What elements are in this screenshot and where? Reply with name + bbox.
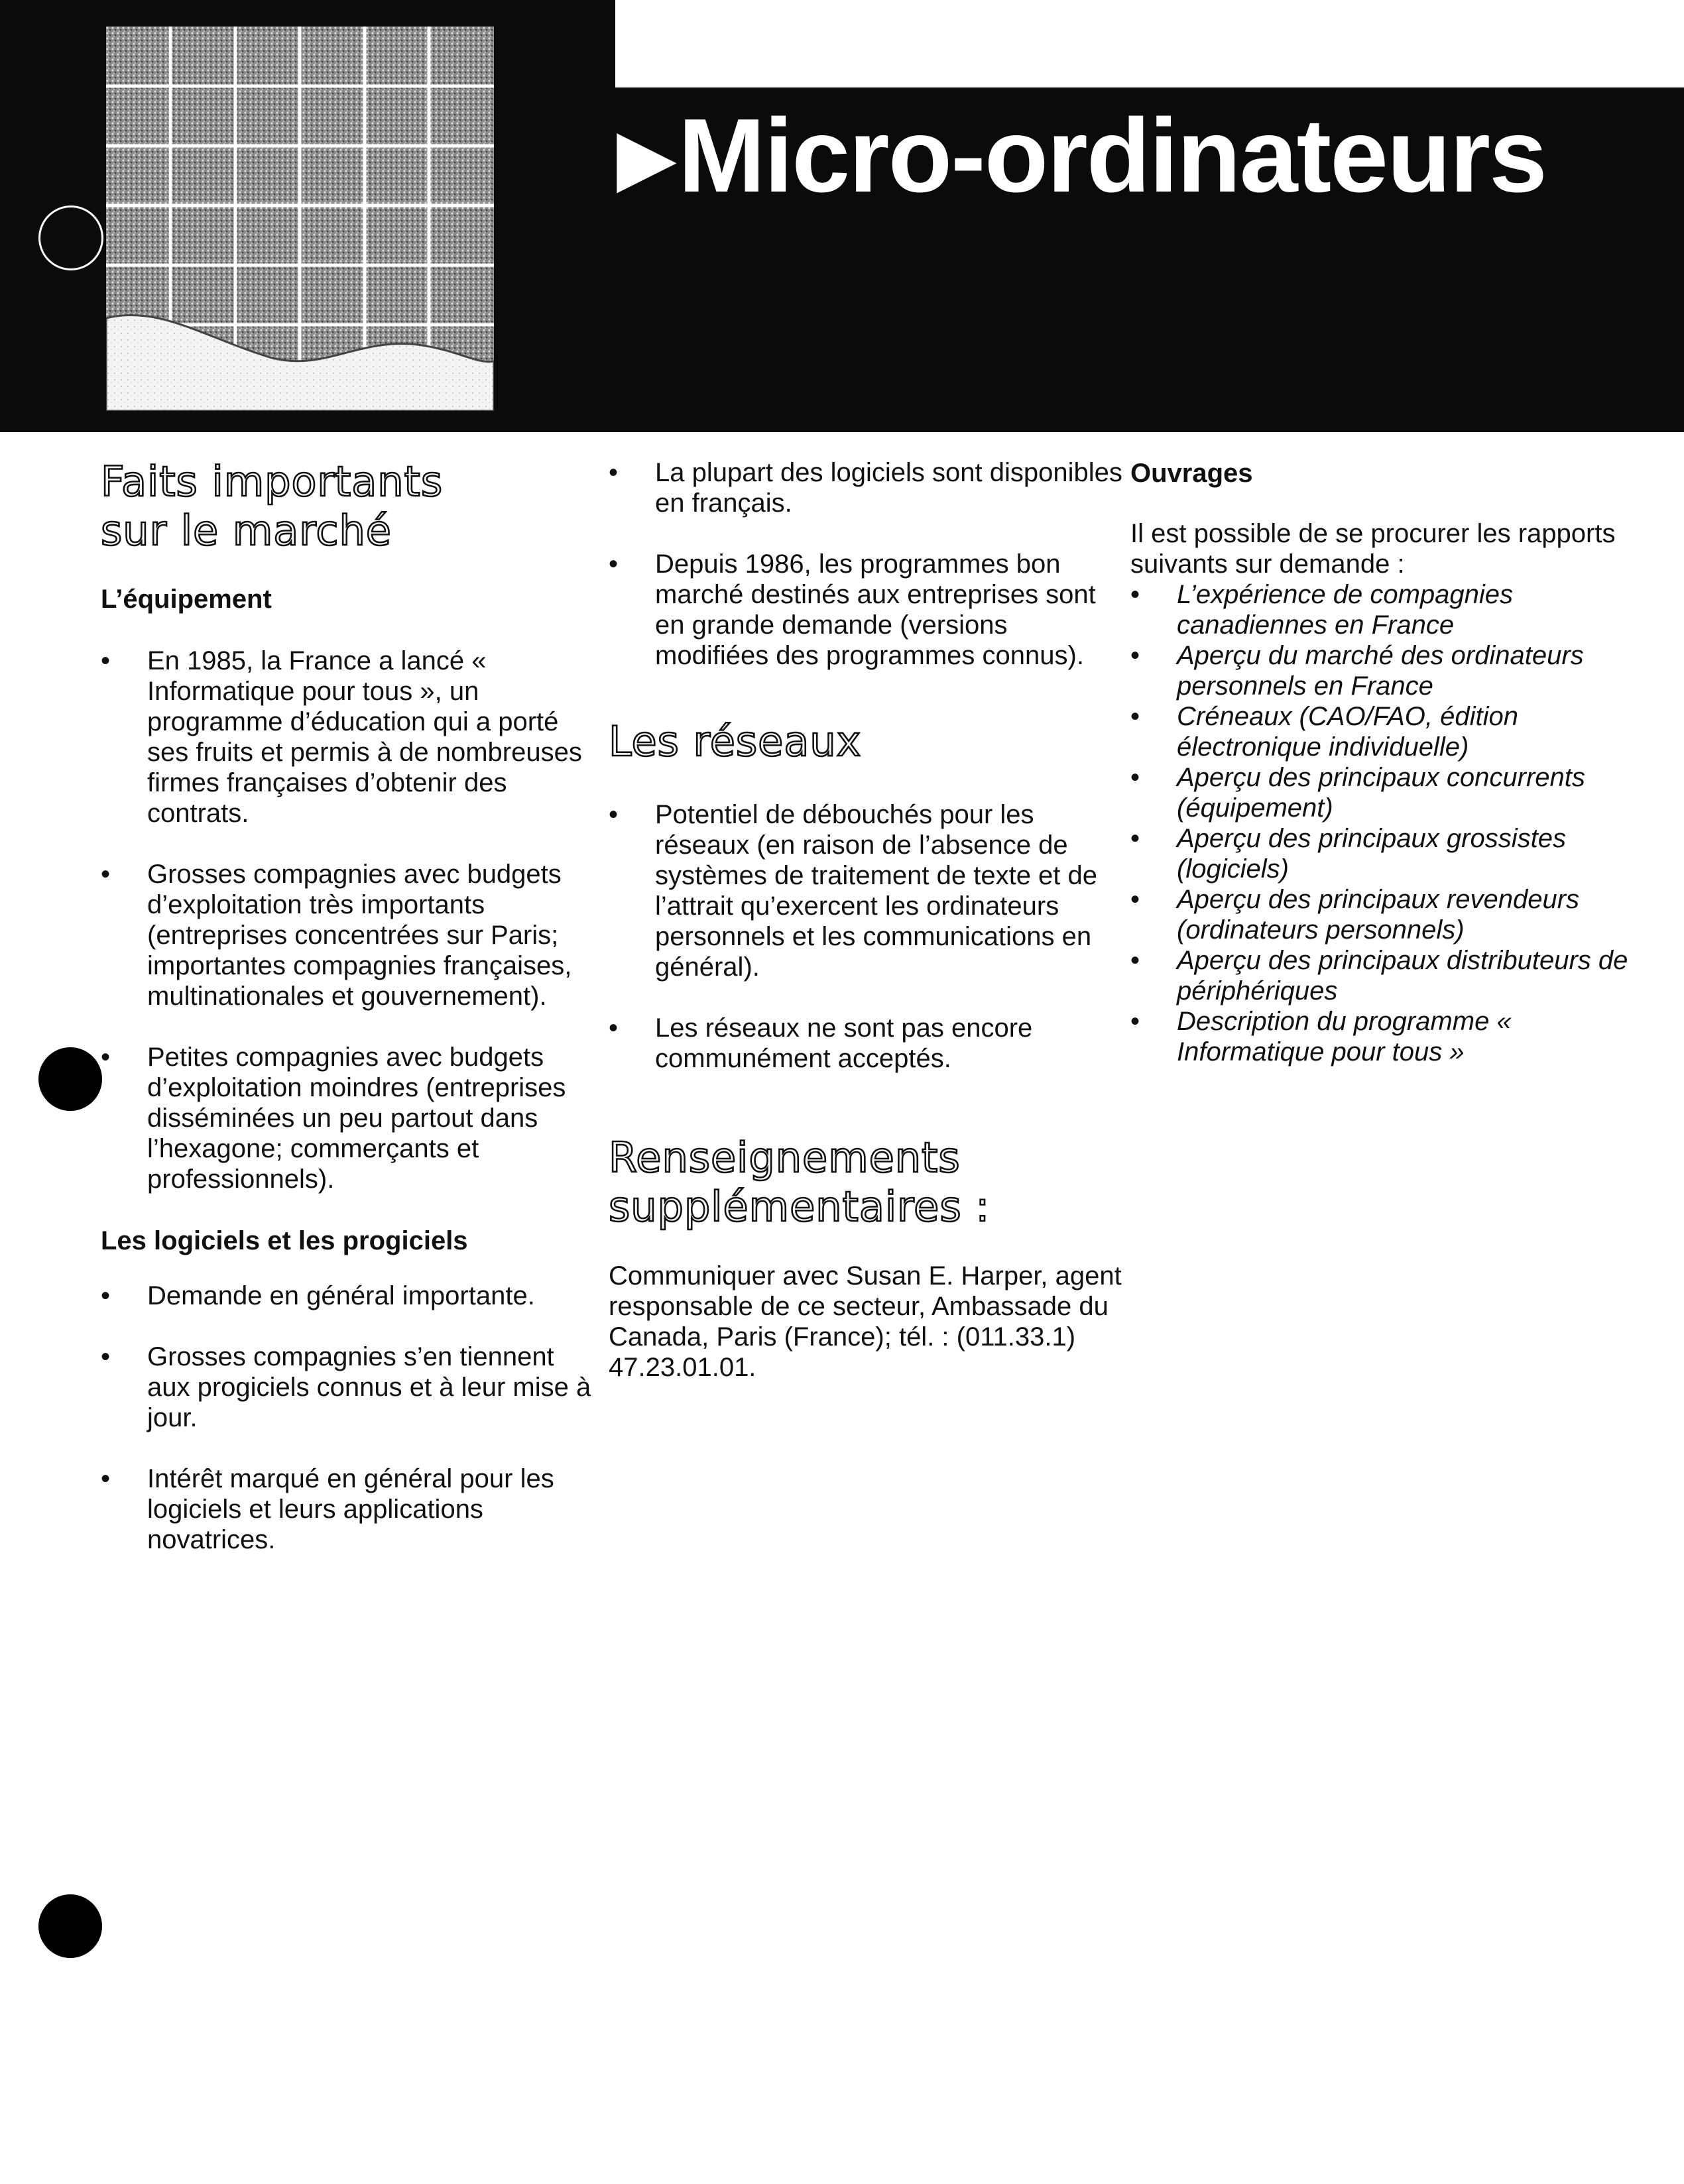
list-item xyxy=(609,457,1126,518)
software-availability-list xyxy=(609,457,1126,671)
subheading-publications: Ouvrages xyxy=(1130,459,1253,488)
list-item xyxy=(101,859,591,1011)
list-item-text: Les réseaux ne sont pas encore communément acceptés. xyxy=(655,1013,1033,1073)
bullet-icon: • xyxy=(101,860,111,889)
section-heading-more-info xyxy=(609,1133,1126,1232)
bullet-icon: • xyxy=(1130,763,1140,792)
subheading-software: Les logiciels et les progiciels xyxy=(101,1226,468,1255)
list-item-text: Grosses compagnies s’en tiennent aux progiciels connus et à leur mise à jour. xyxy=(147,1342,591,1432)
heading-line: Faits importants xyxy=(101,457,444,506)
list-item-text: Demande en général importante. xyxy=(147,1281,535,1310)
bullet-icon: • xyxy=(1130,702,1140,731)
list-item xyxy=(101,1281,591,1311)
list-item-text: Description du programme « Informatique pour tous » xyxy=(1177,1007,1512,1066)
list-item-text: Potentiel de débouchés pour les réseaux (en raison de l’absence de systèmes de traitement de texte et de l’attrait qu’exercent les ordinateurs personnels et les communications en général). xyxy=(655,800,1098,982)
column-market-facts xyxy=(101,457,591,1585)
bullet-icon: • xyxy=(1130,885,1140,914)
list-item-text: Aperçu du marché des ordinateurs personnels en France xyxy=(1177,641,1584,701)
page-title xyxy=(617,99,1546,213)
heading-line: sur le marché xyxy=(101,506,392,555)
page-title-text: Micro-ordinateurs xyxy=(678,97,1546,214)
section-heading-market-facts xyxy=(101,457,591,555)
list-item xyxy=(1130,579,1634,640)
list-item-text: Aperçu des principaux concurrents (équipement) xyxy=(1177,763,1585,823)
bullet-icon: • xyxy=(101,646,111,675)
list-item-text: Aperçu des principaux distributeurs de périphériques xyxy=(1177,946,1628,1006)
list-item-text: Créneaux (CAO/FAO, édition électronique individuelle) xyxy=(1177,702,1519,762)
punch-hole xyxy=(38,1047,102,1111)
bullet-icon: • xyxy=(101,1043,111,1072)
list-item xyxy=(101,1342,591,1433)
heading-line: Renseignements xyxy=(609,1133,961,1182)
list-item-text: L’expérience de compagnies canadiennes en France xyxy=(1177,580,1514,640)
list-item xyxy=(101,1464,591,1555)
list-item xyxy=(609,549,1126,671)
subheading-equipment: L’équipement xyxy=(101,585,272,614)
list-item-text: En 1985, la France a lancé « Informatique pour tous », un programme d’éducation qui a porté ses fruits et permis à de nombreuses firmes françaises d’obtenir des contrats. xyxy=(147,646,582,828)
list-item xyxy=(1130,701,1634,762)
list-item-text: Petites compagnies avec budgets d’exploitation moindres (entreprises disséminées un peu partout dans l’hexagone; commerçants et professionnels). xyxy=(147,1043,566,1194)
list-item xyxy=(1130,762,1634,823)
bullet-icon: • xyxy=(101,1281,111,1310)
list-item xyxy=(1130,823,1634,884)
publications-intro: Il est possible de se procurer les rapports suivants sur demande : xyxy=(1130,519,1616,579)
bullet-icon: • xyxy=(101,1342,111,1371)
list-item xyxy=(1130,640,1634,701)
bullet-icon: • xyxy=(1130,580,1140,609)
bullet-icon: • xyxy=(1130,1007,1140,1036)
bullet-icon: • xyxy=(1130,641,1140,670)
list-item xyxy=(1130,1006,1634,1067)
list-item xyxy=(1130,884,1634,945)
contact-paragraph: Communiquer avec Susan E. Harper, agent responsable de ce secteur, Ambassade du Canada, Paris (France); tél. : (011.33.1) 47.23.01.01. xyxy=(609,1261,1122,1382)
list-item xyxy=(101,1042,591,1194)
list-item-text: Aperçu des principaux grossistes (logiciels) xyxy=(1177,824,1566,884)
bullet-icon: • xyxy=(609,549,619,579)
list-item xyxy=(1130,945,1634,1006)
reports-list xyxy=(1130,579,1634,1067)
grid-illustration xyxy=(106,27,494,411)
list-item-text: Aperçu des principaux revendeurs (ordinateurs personnels) xyxy=(1177,885,1580,945)
bullet-icon: • xyxy=(609,1013,619,1043)
list-item-text: Depuis 1986, les programmes bon marché destinés aux entreprises sont en grande demande (versions modifiées des programmes connus). xyxy=(655,549,1096,670)
list-item-text: Intérêt marqué en général pour les logiciels et leurs applications novatrices. xyxy=(147,1464,554,1554)
software-list xyxy=(101,1281,591,1555)
list-item-text: La plupart des logiciels sont disponibles en français. xyxy=(655,458,1122,518)
column-publications xyxy=(1130,457,1634,1067)
heading-line: supplémentaires : xyxy=(609,1182,991,1231)
punch-hole xyxy=(38,205,103,270)
arrow-icon: ▶ xyxy=(617,113,676,201)
equipment-list xyxy=(101,646,591,1194)
punch-hole xyxy=(38,1894,102,1958)
bullet-icon: • xyxy=(1130,824,1140,853)
section-heading-networks: Les réseaux xyxy=(609,717,862,766)
bullet-icon: • xyxy=(1130,946,1140,975)
bullet-icon: • xyxy=(609,800,619,829)
column-networks xyxy=(609,457,1126,1383)
bullet-icon: • xyxy=(609,458,619,487)
list-item-text: Grosses compagnies avec budgets d’exploitation très importants (entreprises concentrées sur Paris; importantes compagnies françaises, multinationales et gouvernement). xyxy=(147,860,572,1011)
list-item xyxy=(101,646,591,829)
list-item xyxy=(609,799,1126,982)
networks-list xyxy=(609,799,1126,1074)
list-item xyxy=(609,1013,1126,1074)
bullet-icon: • xyxy=(101,1464,111,1493)
